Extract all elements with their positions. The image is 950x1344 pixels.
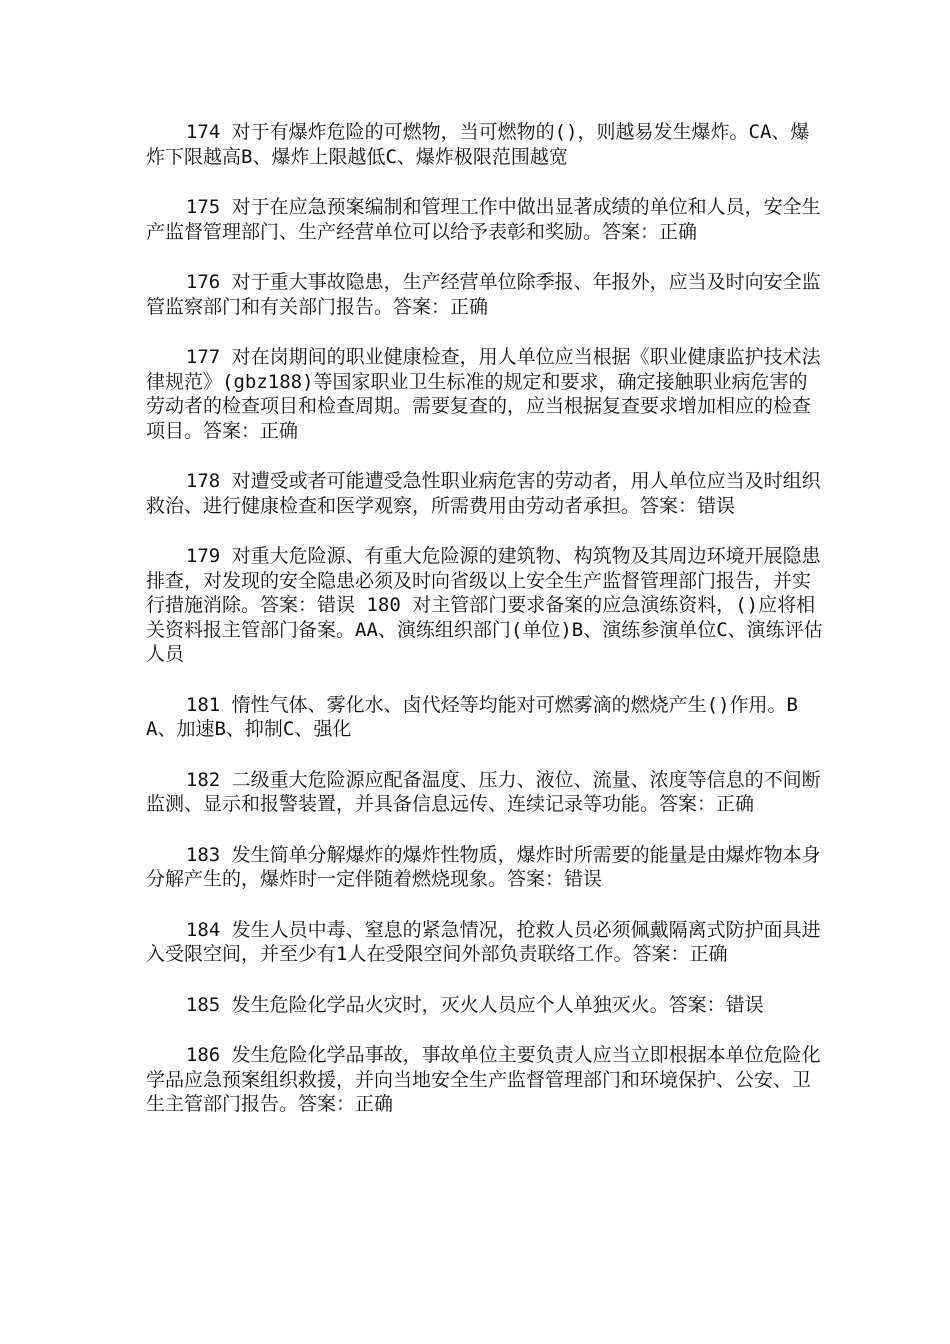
- question-181: 181 惰性气体、雾化水、卤代烃等均能对可燃雾滴的燃烧产生()作用。BA、加速B、抑制C、强化: [146, 693, 798, 740]
- question-177: 177 对在岗期间的职业健康检查，用人单位应当根据《职业健康监护技术法律规范》(gbz188)等国家职业卫生标准的规定和要求，确定接触职业病危害的劳动者的检查项目和检查周期。需要复查的，应当根据复查要求增加相应的检查项目。答案：正确: [146, 346, 821, 442]
- question-183: 183 发生简单分解爆炸的爆炸性物质，爆炸时所需要的能量是由爆炸物本身分解产生的，爆炸时一定伴随着燃烧现象。答案：错误: [146, 843, 821, 890]
- question-179-180: 179 对重大危险源、有重大危险源的建筑物、构筑物及其周边环境开展隐患排查，对发现的安全隐患必须及时向省级以上安全生产监督管理部门报告，并实行措施消除。答案：错误 180 对主管部门要求备案的应急演练资料，()应将相关资料报主管部门备案。AA、演练组织部门(单位)B、演练参演单位C、演练评估人员: [146, 545, 823, 665]
- question-185: 185 发生危险化学品火灾时，灭火人员应个人单独灭火。答案：错误: [185, 993, 764, 1016]
- document-body: [146, 120, 824, 1143]
- question-176: 176 对于重大事故隐患，生产经营单位除季报、年报外，应当及时向安全监管监察部门和有关部门报告。答案：正确: [146, 271, 821, 318]
- question-184: 184 发生人员中毒、窒息的紧急情况，抢救人员必须佩戴隔离式防护面具进入受限空间，并至少有1人在受限空间外部负责联络工作。答案：正确: [146, 918, 821, 965]
- question-186: 186 发生危险化学品事故，事故单位主要负责人应当立即根据本单位危险化学品应急预案组织救援，并向当地安全生产监督管理部门和环境保护、公安、卫生主管部门报告。答案：正确: [146, 1044, 821, 1115]
- question-182: 182 二级重大危险源应配备温度、压力、液位、流量、浓度等信息的不间断监测、显示和报警装置，并具备信息远传、连续记录等功能。答案：正确: [146, 768, 821, 815]
- question-175: 175 对于在应急预案编制和管理工作中做出显著成绩的单位和人员，安全生产监督管理部门、生产经营单位可以给予表彰和奖励。答案：正确: [146, 196, 821, 243]
- question-178: 178 对遭受或者可能遭受急性职业病危害的劳动者，用人单位应当及时组织救治、进行健康检查和医学观察，所需费用由劳动者承担。答案：错误: [146, 470, 821, 517]
- question-174: 174 对于有爆炸危险的可燃物，当可燃物的()，则越易发生爆炸。CA、爆炸下限越高B、爆炸上限越低C、爆炸极限范围越宽: [146, 121, 810, 168]
